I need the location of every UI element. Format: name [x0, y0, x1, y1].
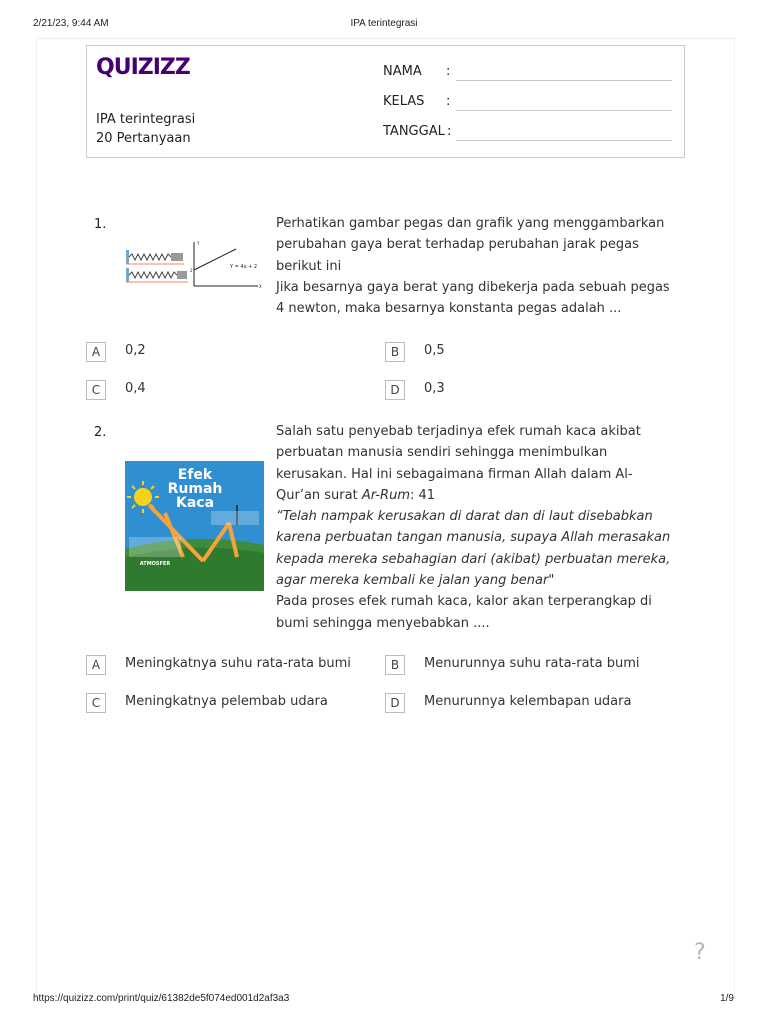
nama-colon: : — [446, 64, 451, 79]
question-1-paragraph-2: Jika besarnya gaya berat yang dibekerja pada sebuah pegas 4 newton, maka besarnya konstanta pegas adalah ... — [276, 279, 670, 317]
q1-option-d[interactable] — [385, 380, 645, 400]
question-count: 20 Pertanyaan — [96, 131, 191, 146]
figure-title-1: Efek — [177, 467, 213, 483]
question-2-text — [276, 421, 676, 634]
tanggal-line — [456, 140, 672, 141]
greenhouse-effect-figure — [125, 461, 264, 591]
q1-option-c[interactable] — [86, 380, 346, 400]
quiz-header — [86, 45, 685, 158]
question-2-paragraph-3: Pada proses efek rumah kaca, kalor akan terperangkap di bumi sehingga menyebabkan .... — [276, 594, 652, 631]
tanggal-colon: : — [447, 124, 452, 139]
help-icon[interactable]: ? — [694, 940, 706, 965]
question-1-text — [276, 213, 676, 319]
q1-option-b-text: 0,5 — [424, 343, 445, 358]
axis-x-label: X — [259, 284, 262, 289]
question-2-paragraph-1 — [276, 421, 676, 506]
nama-line — [456, 80, 672, 81]
q1-option-d-text: 0,3 — [424, 381, 445, 396]
question-1-paragraph-1: Perhatikan gambar pegas dan grafik yang menggambarkan perubahan gaya berat terhadap perubahan jarak pegas berikut ini — [276, 216, 665, 274]
wall-bottom — [126, 268, 129, 282]
q2-option-b-letter: B — [385, 655, 405, 675]
axis-y-label: Y — [197, 241, 200, 246]
mass-bottom — [177, 271, 187, 279]
tanggal-label: TANGGAL — [383, 124, 445, 139]
caption-box-right — [211, 511, 259, 525]
nama-label: NAMA — [383, 64, 422, 79]
question-1-number: 1. — [94, 217, 107, 232]
print-title: IPA terintegrasi — [350, 18, 418, 29]
q1-option-c-text: 0,4 — [125, 381, 146, 396]
q1-option-b-letter: B — [385, 342, 405, 362]
q2-option-b-text: Menurunnya suhu rata-rata bumi — [424, 656, 640, 671]
print-page-number: 1/9 — [720, 993, 734, 1004]
q1-option-d-letter: D — [385, 380, 405, 400]
atmosphere-label: ATMOSFER — [139, 561, 171, 567]
origin-label: 2 — [190, 268, 193, 273]
question-2-quote: “Telah nampak kerusakan di darat dan di laut disebabkan karena perbuatan tangan manusia, supaya Allah merasakan kepada mereka sebahagian dari (akibat) perbuatan mereka, agar mereka kembali ke jalan yang benar" — [276, 509, 671, 589]
q1-option-c-letter: C — [86, 380, 106, 400]
quizizz-logo — [96, 52, 190, 80]
equation-label: Y = 4x + 2 — [230, 264, 258, 270]
kelas-label: KELAS — [383, 94, 425, 109]
q2-option-d[interactable] — [385, 693, 675, 713]
wall-top — [126, 250, 129, 264]
q1-option-b[interactable] — [385, 342, 645, 362]
spring-bottom — [129, 272, 177, 278]
kelas-line — [456, 110, 672, 111]
logo-text: QUIZIZZ — [96, 55, 190, 80]
q2-option-a-text: Meningkatnya suhu rata-rata bumi — [125, 656, 351, 671]
quiz-name: IPA terintegrasi — [96, 112, 196, 127]
kelas-colon: : — [446, 94, 451, 109]
q2-option-d-text: Menurunnya kelembapan udara — [424, 694, 632, 709]
mass-top — [171, 253, 183, 261]
q2-option-a-letter: A — [86, 655, 106, 675]
question-2-intro: Salah satu penyebab terjadinya efek rumah kaca akibat perbuatan manusia sendiri sehingga menimbulkan kerusakan. Hal ini sebagaimana firman Allah dalam Al-Qur’an surat — [276, 424, 641, 503]
print-url: https://quizizz.com/print/quiz/61382de5f074ed001d2af3a3 — [33, 993, 290, 1004]
q2-option-a[interactable] — [86, 655, 376, 675]
spring-top — [129, 254, 171, 260]
q2-option-b[interactable] — [385, 655, 675, 675]
q1-option-a-text: 0,2 — [125, 343, 146, 358]
sun-icon — [134, 488, 152, 506]
spring-graph-figure — [124, 238, 264, 294]
figure-title-2: Rumah — [167, 481, 223, 497]
q2-option-c-letter: C — [86, 693, 106, 713]
question-2-number: 2. — [94, 425, 107, 440]
q2-option-c[interactable] — [86, 693, 376, 713]
question-2-surah: Ar-Rum — [361, 487, 410, 503]
q1-option-a[interactable] — [86, 342, 346, 362]
q2-option-d-letter: D — [385, 693, 405, 713]
caption-box-left — [129, 537, 181, 557]
q1-option-a-letter: A — [86, 342, 106, 362]
print-datetime: 2/21/23, 9:44 AM — [33, 18, 109, 29]
question-2-verse: : 41 — [410, 487, 436, 503]
figure-title-3: Kaca — [175, 495, 215, 511]
q2-option-c-text: Meningkatnya pelembab udara — [125, 694, 328, 709]
